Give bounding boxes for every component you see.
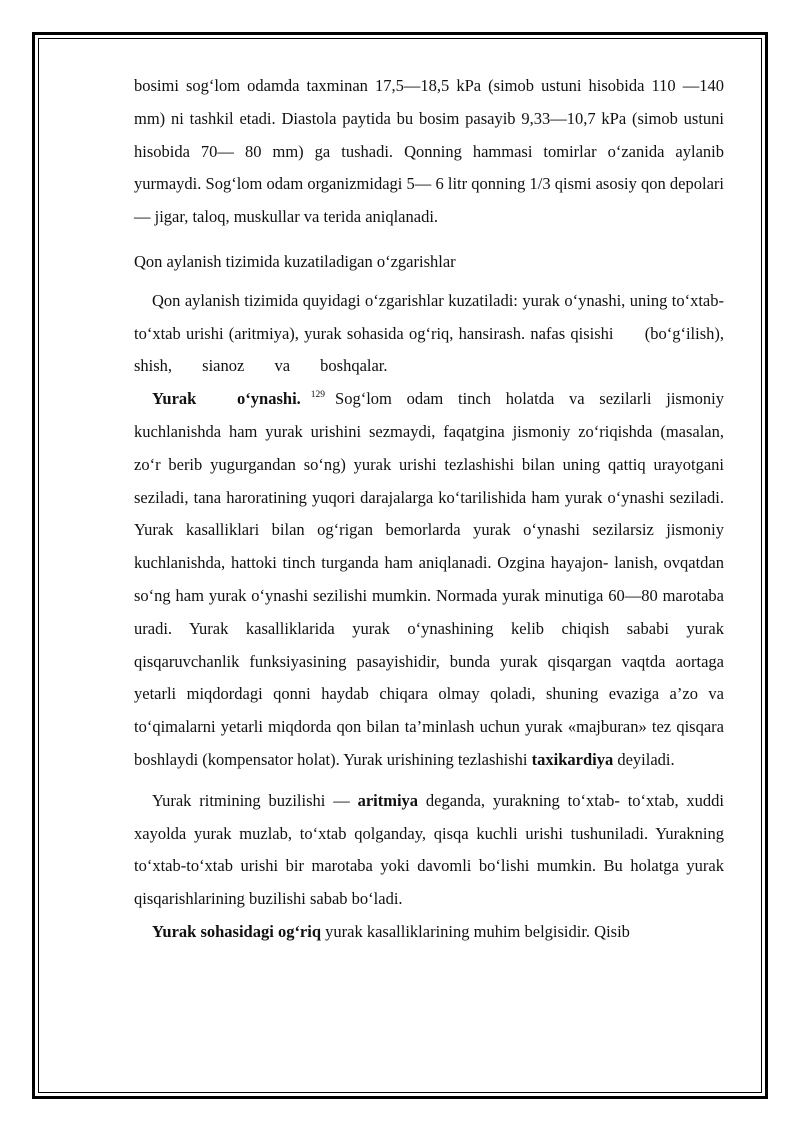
palpitation-text: Sog‘lom odam tinch holatda va sezilarli jismoniy kuchlanishda ham yurak urishini sezmaydi, faqatgina jismoniy zo‘riqishda (masalan, zo‘r berib yugurgandan so‘ng) yurak urishi tezlashishi bilan uning qattiq urayotgani seziladi, tana haroratining yuqori darajalarga ko‘tarilishida ham yurak o‘ynashi seziladi. Yurak kasalliklari bilan og‘rigan bemorlarda yurak o‘ynashi sezilarsiz jismoniy kuchlanishda, hattoki tinch turganda ham aniqlanadi. Ozgina hayajon- lanish, ovqatdan so‘ng ham yurak o‘ynashi sezilishi mumkin. Normada yurak minutiga 60—80 marotaba uradi. Yurak kasalliklarida yurak o‘ynashining kelib chiqish sababi yurak qisqaruvchanlik funksiyasining pasayishidir, bunda yurak qisqargan vaqtda aortaga yetarli miqdordagi qonni haydab chiqara olmay qoladi, shuning evaziga a’zo va to‘qimalarni yetarli miqdorda qon bilan ta’minlash uchun yurak «majburan» tez qisqara boshlaydi (kompensator holat). Yurak urishining tezlashishi	[134, 389, 724, 769]
chest-pain-text: yurak kasalliklarining muhim belgisidir. Qisib	[325, 921, 630, 941]
section-heading: Qon aylanish tizimida kuzatiladigan o‘zgarishlar	[134, 251, 456, 271]
term-palpitation: Yurak o‘ynashi.	[152, 389, 301, 409]
term-arrhythmia: aritmiya	[357, 790, 419, 810]
paragraph-palpitation	[134, 383, 724, 777]
document-body	[134, 70, 724, 949]
paragraph-changes-end: qisishi (bo‘g‘ilish), shish, sianoz va boshqalar.	[134, 323, 724, 376]
term-tachycardia: taxikardiya	[531, 749, 614, 769]
paragraph-changes-text: Qon aylanish tizimida quyidagi o‘zgarishlar kuzatiladi: yurak o‘ynashi, uning to‘xtab-to‘xtab urishi (aritmiya), yurak sohasida og‘riq, hansirash. nafas	[134, 290, 724, 343]
paragraph-changes-intro	[134, 285, 724, 383]
tachycardia-end: deyiladi.	[617, 749, 675, 769]
arrhythmia-text: deganda, yurakning to‘xtab- to‘xtab, xuddi xayolda yurak muzlab, to‘xtab qolganday, qisqa kuchli urishi tushuniladi. Yurakning to‘xtab-to‘xtab urishi bir marotaba yoki davomli bo‘lishi mumkin. Bu holatga yurak qisqarishlarining buzilishi sabab bo‘ladi.	[134, 790, 725, 909]
footnote-marker: 129	[310, 390, 326, 401]
paragraph-chest-pain	[134, 916, 724, 949]
arrhythmia-lead: Yurak ritmining buzilishi —	[152, 790, 350, 810]
paragraph-arrhythmia	[134, 785, 724, 916]
term-chest-pain: Yurak sohasidagi og‘riq	[152, 921, 322, 941]
paragraph-blood-pressure: bosimi sog‘lom odamda taxminan 17,5—18,5 kPa (simob ustuni hisobida 110 —140 mm) ni tashkil etadi. Diastola paytida bu bosim pasayib 9,33—10,7 kPa (simob ustuni hisobida 70— 80 mm) ga tushadi. Qonning hammasi tomirlar o‘zanida aylanib yurmaydi. Sog‘lom odam organizmidagi 5— 6 litr qonning 1/3 qismi asosiy qon depolari — jigar, taloq, muskullar va terida aniqlanadi.	[134, 76, 724, 227]
